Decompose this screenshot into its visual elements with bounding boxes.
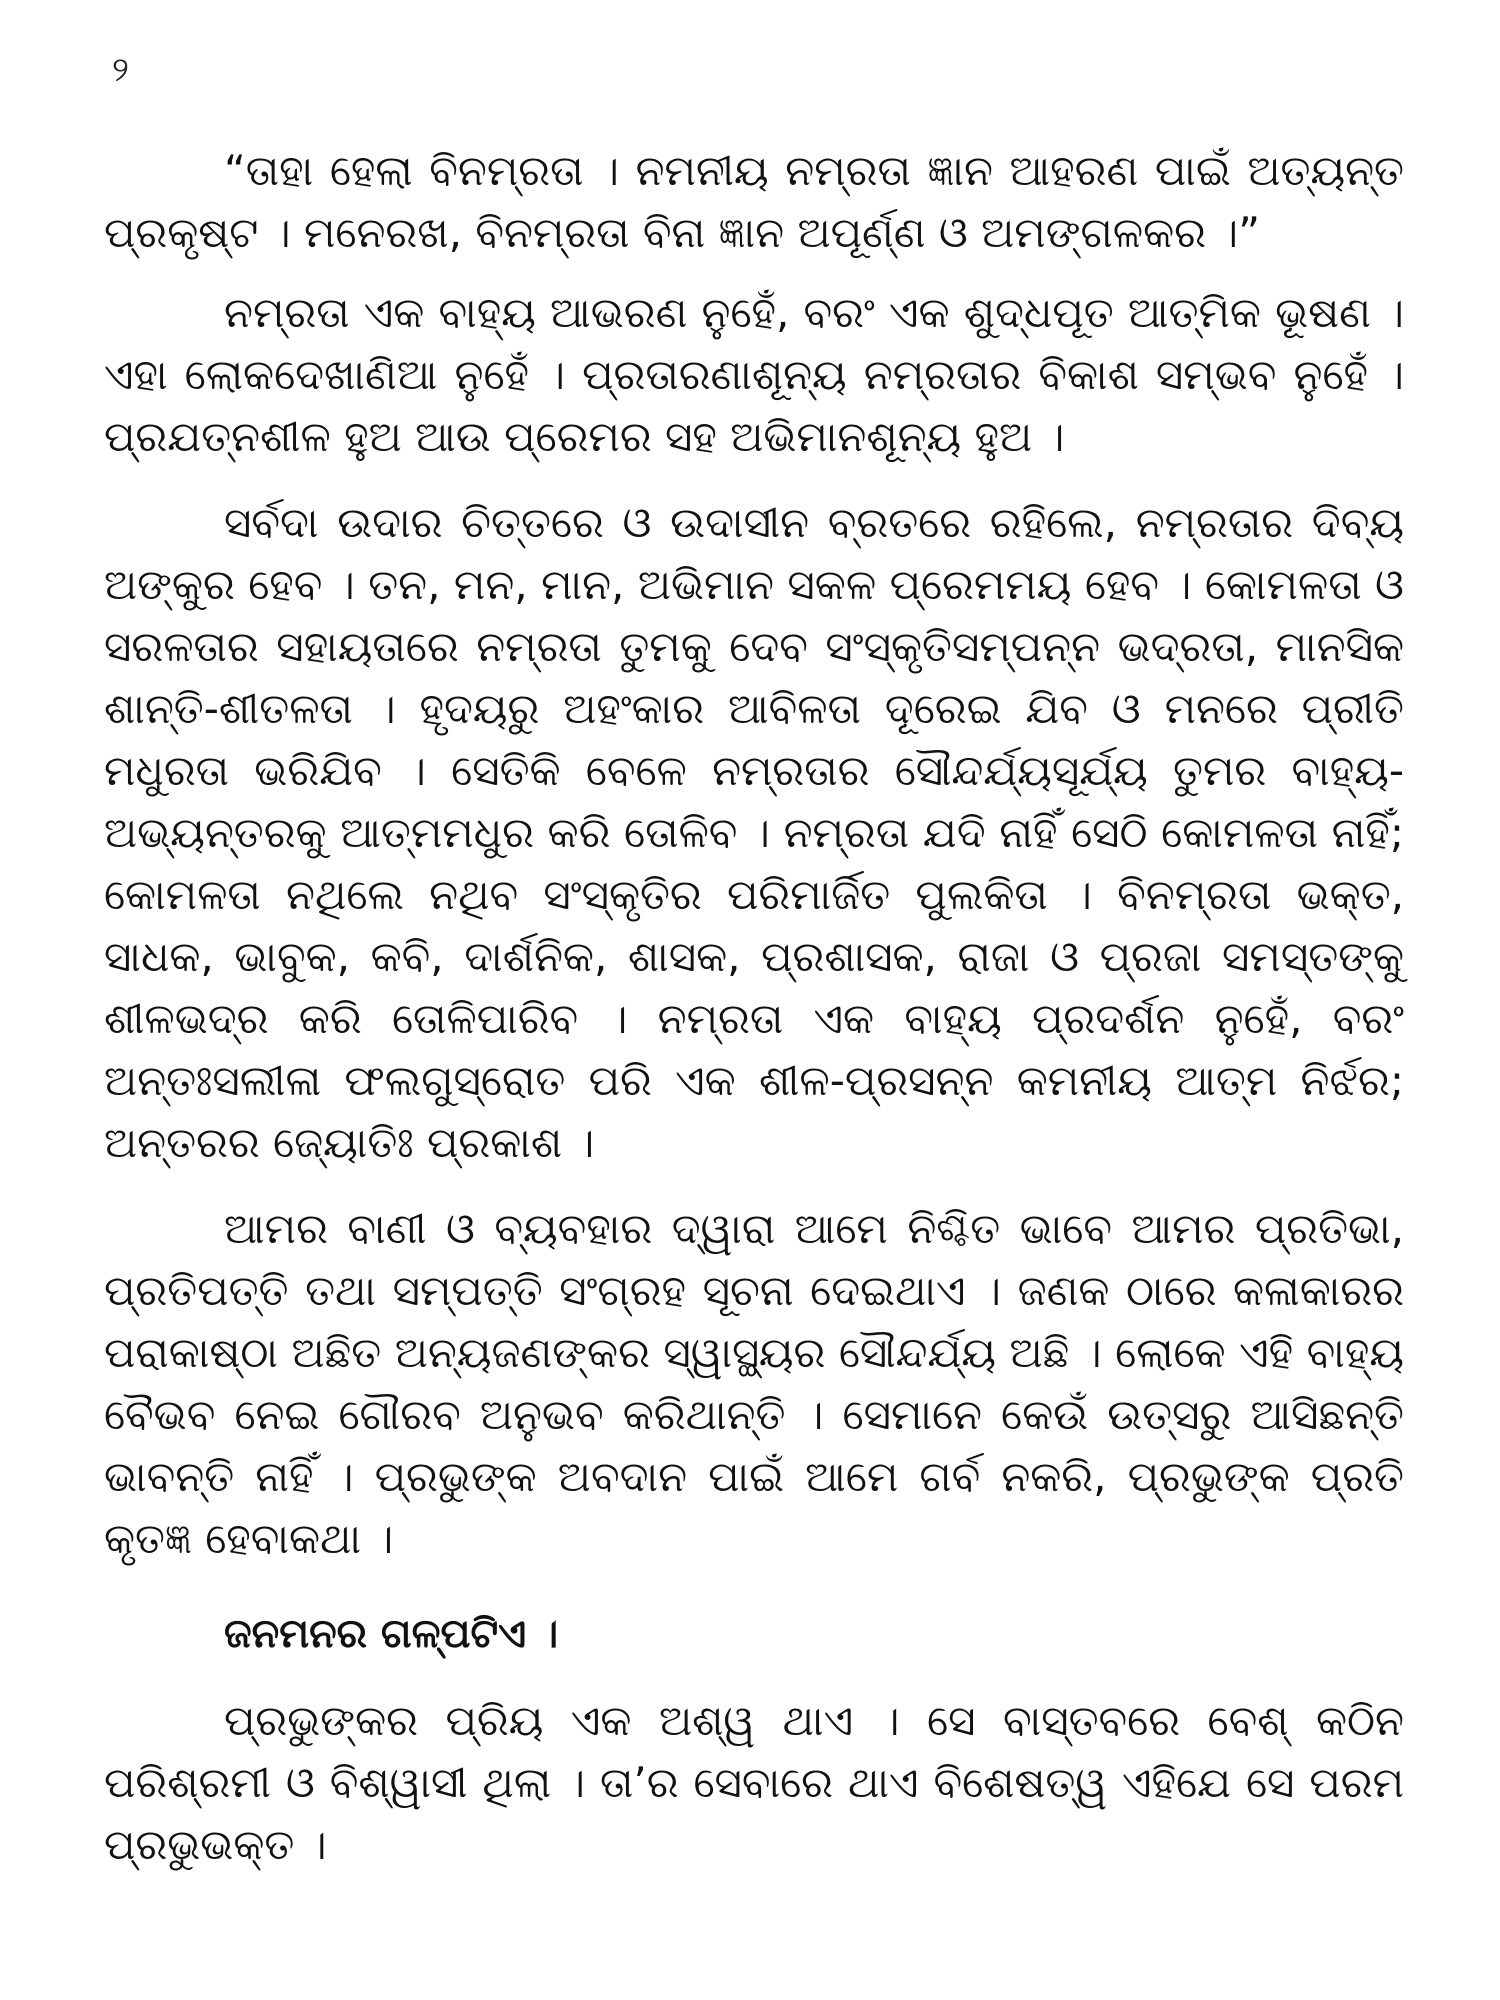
page-number: ୨	[112, 50, 129, 90]
body-text	[104, 140, 1404, 1900]
paragraph-story-horse: ପ୍ରଭୁଙ୍କର ପ୍ରିୟ ଏକ ଅଶ୍ୱ ଥାଏ । ସେ ବାସ୍ତବରେ ବେଶ୍ କଠିନ ପରିଶ୍ରମୀ ଓ ବିଶ୍ୱାସୀ ଥିଲା । ତା’ର ସେବାରେ ଥାଏ ବିଶେଷତ୍ୱ ଏହିଯେ ସେ ପରମ ପ୍ରଭୁଭକ୍ତ ।	[104, 1696, 1404, 1869]
paragraph-speech-and-gratitude: ଆମର ବାଣୀ ଓ ବ୍ୟବହାର ଦ୍ୱାରା ଆମେ ନିଶ୍ଚିତ ଭାବେ ଆମର ପ୍ରତିଭା, ପ୍ରତିପତ୍ତି ତଥା ସମ୍ପତ୍ତି ସଂଗ୍ରହ ସୂଚନା ଦେଇଥାଏ । ଜଣକ ଠାରେ କଳାକାରର ପରାକାଷ୍ଠା ଅଛିତ ଅନ୍ୟଜଣଙ୍କର ସ୍ୱାସ୍ଥ୍ୟର ସୌନ୍ଦର୍ଯ୍ୟ ଅଛି । ଲୋକେ ଏହି ବାହ୍ୟ ବୈଭବ ନେଇ ଗୌରବ ଅନୁଭବ କରିଥାନ୍ତି । ସେମାନେ କେଉଁ ଉତ୍ସରୁ ଆସିଛନ୍ତି ଭାବନ୍ତି ନାହିଁ । ପ୍ରଭୁଙ୍କ ଅବଦାନ ପାଇଁ ଆମେ ଗର୍ବ ନକରି, ପ୍ରଭୁଙ୍କ ପ୍ରତି କୃତଜ୍ଞ ହେବାକଥା ।	[104, 1204, 1404, 1563]
section-heading: ଜନମନର ଗଳ୍ପଟିଏ ।	[224, 1611, 559, 1657]
paragraph-humility-ornament: ନମ୍ରତା ଏକ ବାହ୍ୟ ଆଭରଣ ନୁହେଁ, ବରଂ ଏକ ଶୁଦ୍ଧପୂତ ଆତ୍ମିକ ଭୂଷଣ । ଏହା ଲୋକଦେଖାଣିଆ ନୁହେଁ । ପ୍ରତାରଣାଶୂନ୍ୟ ନମ୍ରତାର ବିକାଶ ସମ୍ଭବ ନୁହେଁ । ପ୍ରଯତ୍ନଶୀଳ ହୁଅ ଆଉ ପ୍ରେମର ସହ ଅଭିମାନଶୂନ୍ୟ ହୁଅ ।	[104, 288, 1404, 461]
paragraph-humility-virtues: ସର୍ବଦା ଉଦାର ଚିତ୍ତରେ ଓ ଉଦାସୀନ ବ୍ରତରେ ରହିଲେ, ନମ୍ରତାର ଦିବ୍ୟ ଅଙ୍କୁର ହେବ । ତନ, ମନ, ମାନ, ଅଭିମାନ ସକଳ ପ୍ରେମମୟ ହେବ । କୋମଳତା ଓ ସରଳତାର ସହାୟତାରେ ନମ୍ରତା ତୁମକୁ ଦେବ ସଂସ୍କୃତିସମ୍ପନ୍ନ ଭଦ୍ରତା, ମାନସିକ ଶାନ୍ତି-ଶୀତଳତା । ହୃଦୟରୁ ଅହଂକାର ଆବିଳତା ଦୂରେଇ ଯିବ ଓ ମନରେ ପ୍ରୀତି ମଧୁରତା ଭରିଯିବ । ସେତିକି ବେଳେ ନମ୍ରତାର ସୌନ୍ଦର୍ଯ୍ୟସୂର୍ଯ୍ୟ ତୁମର ବାହ୍ୟ-ଅଭ୍ୟନ୍ତରକୁ ଆତ୍ମମଧୁର କରି ତୋଳିବ । ନମ୍ରତା ଯଦି ନାହିଁ ସେଠି କୋମଳତା ନାହିଁ; କୋମଳତା ନଥିଲେ ନଥିବ ସଂସ୍କୃତିର ପରିମାର୍ଜିତ ପୁଲକିତା । ବିନମ୍ରତା ଭକ୍ତ, ସାଧକ, ଭାବୁକ, କବି, ଦାର୍ଶନିକ, ଶାସକ, ପ୍ରଶାସକ, ରାଜା ଓ ପ୍ରଜା ସମସ୍ତଙ୍କୁ ଶୀଳଭଦ୍ର କରି ତୋଳିପାରିବ । ନମ୍ରତା ଏକ ବାହ୍ୟ ପ୍ରଦର୍ଶନ ନୁହେଁ, ବରଂ ଅନ୍ତଃସଲୀଳା ଫଲଗୁସ୍ରୋତ ପରି ଏକ ଶୀଳ-ପ୍ରସନ୍ନ କମନୀୟ ଆତ୍ମ ନିର୍ଝର; ଅନ୍ତରର ଜ୍ୟୋତିଃ ପ୍ରକାଶ ।	[104, 498, 1404, 1167]
quote-paragraph: “ତାହା ହେଲା ବିନମ୍ରତା । ନମନୀୟ ନମ୍ରତା ଜ୍ଞାନ ଆହରଣ ପାଇଁ ଅତ୍ୟନ୍ତ ପ୍ରକୃଷ୍ଟ । ମନେରଖ, ବିନମ୍ରତା ବିନା ଜ୍ଞାନ ଅପୂର୍ଣ୍ଣ ଓ ଅମଙ୍ଗଳକର ।”	[104, 146, 1404, 257]
